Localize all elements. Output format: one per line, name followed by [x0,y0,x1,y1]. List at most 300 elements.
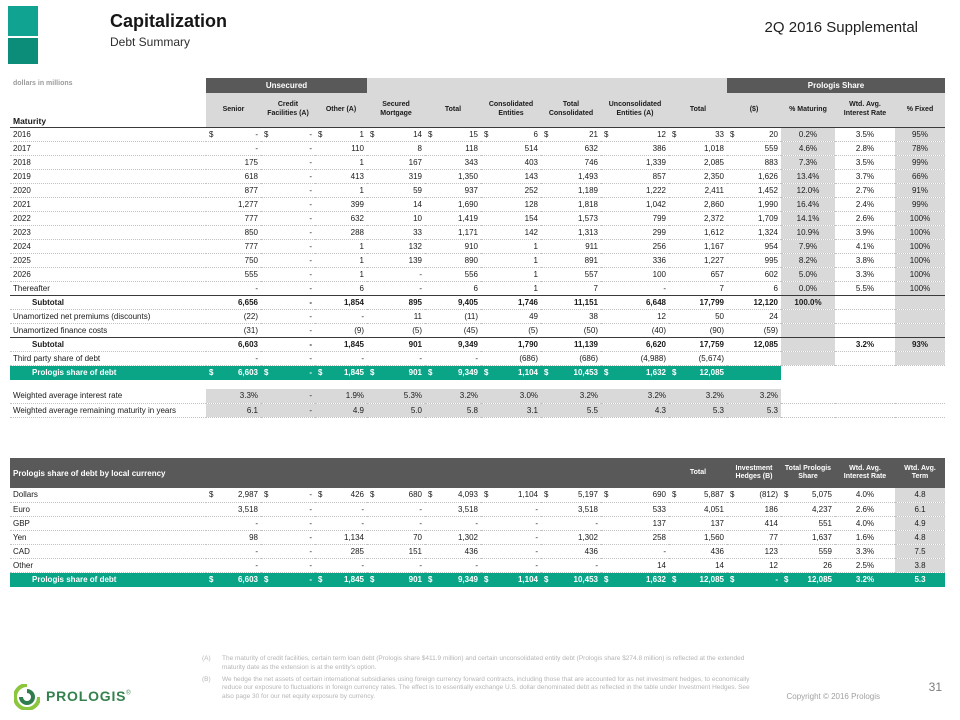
table-row [10,155,945,169]
table-cell: 3.9% [835,225,895,239]
table-cell [781,309,835,323]
table-cell: - [261,403,315,417]
table-cell: - [206,558,261,572]
table-cell: 100% [895,211,945,225]
table-cell: 1,302 [425,530,481,544]
table-cell: 4.9 [895,516,945,530]
table-cell: 6 [727,281,781,295]
column-header: Other (A) [315,93,367,127]
table-cell: 93% [895,337,945,351]
table-cell: - [601,281,669,295]
table-cell: 777 [206,239,261,253]
row-label: 2026 [10,267,206,281]
table-cell: - [206,351,261,365]
column-header: Credit Facilities (A) [261,93,315,127]
column-header: ($) [727,93,781,127]
row-label: 2024 [10,239,206,253]
table-cell: 1 [315,239,367,253]
row-label: Yen [10,530,206,544]
table-cell: 319 [367,169,425,183]
row-label: Other [10,558,206,572]
table-cell: 12,085 [727,337,781,351]
table-cell: 1 [315,183,367,197]
table-cell: $ - [261,127,315,141]
table-cell: $ 680 [367,488,425,502]
row-label: Euro [10,502,206,516]
table-cell: 3.7% [835,169,895,183]
table-cell: 7 [541,281,601,295]
table-cell: (4,988) [601,351,669,365]
table-cell: 70 [367,530,425,544]
table-cell: $ 14 [367,127,425,141]
row-label: Unamortized finance costs [10,323,206,337]
table-cell: - [315,502,367,516]
table-cell: 11,139 [541,337,601,351]
table-cell: 937 [425,183,481,197]
table-cell: - [261,323,315,337]
table-cell: 3.2% [601,389,669,403]
table-cell: 3.8% [835,253,895,267]
table-cell: $ 6,603 [206,572,261,587]
table-cell: 3.2% [835,572,895,587]
table-cell: 10 [367,211,425,225]
table-cell: 6,603 [206,337,261,351]
brand-mark-bottom-icon [8,38,38,64]
table-cell: 3.5% [835,155,895,169]
debt-summary-table [10,78,945,418]
table-cell: 2,411 [669,183,727,197]
table-cell [895,323,945,337]
table-cell: 386 [601,141,669,155]
footnote-text: The maturity of credit facilities, certain term loan debt (Prologis share $411.9 million) and certain unconsolidated entity debt (Prologis share $274.8 million) is reflected at the extended maturity date as the extension is at the entity's option. [222,655,745,671]
table-row [10,197,945,211]
table-cell: 118 [425,141,481,155]
table-cell: $ 15 [425,127,481,141]
table-cell: 436 [425,544,481,558]
table-cell: 877 [206,183,261,197]
table-cell: 657 [669,267,727,281]
column-header [541,458,601,488]
table-cell: 100% [895,267,945,281]
table-row [10,530,945,544]
table-row [10,141,945,155]
table-cell: 14 [367,197,425,211]
table-cell: 1,493 [541,169,601,183]
table-cell: 77 [727,530,781,544]
table-cell: - [261,141,315,155]
table-cell [781,365,835,380]
column-header [425,458,481,488]
column-header: Total [425,93,481,127]
table-cell: 100% [895,281,945,295]
table-cell [895,351,945,365]
row-label: 2025 [10,253,206,267]
table-cell: - [315,516,367,530]
table-cell: 1,227 [669,253,727,267]
table-cell: 256 [601,239,669,253]
table-cell: 3.3% [835,544,895,558]
table-cell: $ 20 [727,127,781,141]
table-cell: 1,277 [206,197,261,211]
table-cell: 1,419 [425,211,481,225]
table-cell: 1,339 [601,155,669,169]
table-cell: 38 [541,309,601,323]
table-cell: - [206,516,261,530]
table-cell: 1,134 [315,530,367,544]
table-cell [727,365,781,380]
local-currency-table [10,458,945,587]
table-cell: - [481,544,541,558]
table-cell: 559 [727,141,781,155]
table-cell: $ 1,104 [481,488,541,502]
table-row [10,389,945,403]
row-label: Weighted average interest rate [10,389,206,403]
table-row [10,544,945,558]
table-cell: (22) [206,309,261,323]
table-cell: (5) [367,323,425,337]
table-cell: 4.8 [895,488,945,502]
table-cell: $ 5,887 [669,488,727,502]
table-cell: - [261,267,315,281]
table-cell: $ (812) [727,488,781,502]
table-row [10,365,945,380]
table-cell: 1,222 [601,183,669,197]
table-cell: 4.0% [835,488,895,502]
table-cell: 4,051 [669,502,727,516]
table-cell: - [425,516,481,530]
table-row [10,516,945,530]
table-cell: 556 [425,267,481,281]
table-row [10,211,945,225]
footnote [202,655,750,673]
table-cell: (5) [481,323,541,337]
row-label: 2022 [10,211,206,225]
registered-mark: ® [126,690,131,697]
table-cell [895,295,945,309]
table-cell: 911 [541,239,601,253]
table-cell: $ 1,104 [481,365,541,380]
table-cell: 799 [601,211,669,225]
page-subtitle: Debt Summary [110,35,191,49]
table-cell: - [315,309,367,323]
table-cell: 50 [669,309,727,323]
table-cell: 5.3 [895,572,945,587]
copyright: Copyright © 2016 Prologis [786,692,880,701]
table-cell [727,351,781,365]
table-cell: 3,518 [541,502,601,516]
maturity-header [10,78,206,127]
table-cell: - [425,558,481,572]
table-cell: 1,573 [541,211,601,225]
table-cell: 533 [601,502,669,516]
table-cell: 1,612 [669,225,727,239]
table-cell: 2.4% [835,197,895,211]
table-cell: $ 9,349 [425,572,481,587]
table-cell: 1 [481,239,541,253]
table-cell: 299 [601,225,669,239]
table-cell: 143 [481,169,541,183]
table-cell: (50) [541,323,601,337]
table-cell: 3.2% [835,337,895,351]
table-cell: 6.1 [895,502,945,516]
table-cell: 632 [541,141,601,155]
table-cell: 3.2% [669,389,727,403]
table-cell: 850 [206,225,261,239]
table-cell [895,403,945,417]
group-header [367,78,727,93]
table-cell: 3.3% [835,267,895,281]
table-cell: - [541,558,601,572]
table-cell: (59) [727,323,781,337]
table-cell: 414 [727,516,781,530]
table-row [10,403,945,417]
table-row [10,169,945,183]
table-cell: 1,302 [541,530,601,544]
table-cell: 3.3% [206,389,261,403]
row-label: 2020 [10,183,206,197]
table-cell: $ 6 [481,127,541,141]
table-cell: 6 [425,281,481,295]
table-cell: - [601,544,669,558]
table-cell: 100% [895,239,945,253]
table-cell: 2.8% [835,141,895,155]
footnote-marker: (B) [202,675,211,683]
table-cell: $ 5,197 [541,488,601,502]
table-cell [835,389,895,403]
table-cell: 1 [315,267,367,281]
table-cell: 1,845 [315,337,367,351]
table-cell: 436 [669,544,727,558]
table-cell: 3,518 [206,502,261,516]
column-header: Wtd. Avg. Term [895,458,945,488]
table-cell: 7.5 [895,544,945,558]
table-cell: 17,759 [669,337,727,351]
table-cell: - [261,197,315,211]
row-label: Subtotal [10,337,206,351]
table-cell [835,309,895,323]
column-header: Total [669,93,727,127]
table-cell: - [206,544,261,558]
group-header: Prologis Share [727,78,945,93]
table-cell: 555 [206,267,261,281]
table-cell: - [481,530,541,544]
column-header [481,458,541,488]
table-cell: - [367,267,425,281]
table-cell: 1.9% [315,389,367,403]
table-cell: $ 6,603 [206,365,261,380]
table-cell: 1,990 [727,197,781,211]
table-cell: 2,350 [669,169,727,183]
table-cell: - [481,516,541,530]
table-cell [835,403,895,417]
table-cell: 5.5 [541,403,601,417]
table-cell: - [315,558,367,572]
table-row [10,127,945,141]
table-cell: - [261,253,315,267]
table-cell: - [261,558,315,572]
column-header: Wtd. Avg. Interest Rate [835,458,895,488]
table-row [10,183,945,197]
table-cell: - [261,169,315,183]
table-cell: 132 [367,239,425,253]
column-header: Wtd. Avg. Interest Rate [835,93,895,127]
table-cell: 0.2% [781,127,835,141]
footnote-text: We hedge the net assets of certain international subsidiaries using foreign currency forward contracts, including those that are accounted for as net investment hedges, to economically reduce our exposure to fluctuations in foreign currency rates. The effect is to essentially exchange U.S. dollar denominated debt as reflected in the table under Investment Hedges. See also page 30 for our net equity exposure by currency. [222,675,750,701]
column-header [315,458,367,488]
table-cell: - [261,544,315,558]
table-cell: 5.0% [781,267,835,281]
table-cell: 2,860 [669,197,727,211]
table-row [10,558,945,572]
column-header: Investment Hedges (B) [727,458,781,488]
table-cell: 3.1 [481,403,541,417]
table-cell [835,323,895,337]
table-cell: 1,790 [481,337,541,351]
table-cell: $ 5,075 [781,488,835,502]
table-cell: $ 10,453 [541,572,601,587]
table-cell: $ 10,453 [541,365,601,380]
table-cell: (9) [315,323,367,337]
table-cell: 1,171 [425,225,481,239]
table-cell: 167 [367,155,425,169]
row-label: Prologis share of debt [10,572,206,587]
table-cell: - [261,155,315,169]
table-cell [835,351,895,365]
table-cell: - [261,239,315,253]
table-cell: 5.3 [727,403,781,417]
table-cell: 2,085 [669,155,727,169]
table-cell: 175 [206,155,261,169]
table-cell [781,403,835,417]
table-cell: 1.6% [835,530,895,544]
table-cell: - [261,211,315,225]
table-cell [781,337,835,351]
table-cell: 17,799 [669,295,727,309]
table-cell: $ 21 [541,127,601,141]
table-row [10,267,945,281]
table-cell: - [367,516,425,530]
table-cell: 891 [541,253,601,267]
table-cell: 436 [541,544,601,558]
table-cell: 901 [367,337,425,351]
table-cell: $ 901 [367,572,425,587]
table-cell: $ 1,845 [315,572,367,587]
table-cell: 4.3 [601,403,669,417]
prologis-wordmark: PROLOGIS® [46,688,131,704]
table-cell: - [261,516,315,530]
table-cell: 252 [481,183,541,197]
table-cell: 895 [367,295,425,309]
table-cell: 1,042 [601,197,669,211]
table-cell: 995 [727,253,781,267]
table-cell: 514 [481,141,541,155]
table-cell: 16.4% [781,197,835,211]
table-cell: (45) [425,323,481,337]
table-cell: 12,120 [727,295,781,309]
table-cell: $ 12,085 [669,572,727,587]
table-cell: $ - [261,572,315,587]
table-cell: - [261,225,315,239]
table-cell: $ 9,349 [425,365,481,380]
row-label: CAD [10,544,206,558]
table-cell: 399 [315,197,367,211]
column-header [261,458,315,488]
units-label: dollars in millions [13,79,73,87]
table-cell: 910 [425,239,481,253]
table-cell: 4.1% [835,239,895,253]
table-cell: 3.0% [481,389,541,403]
table-cell: 66% [895,169,945,183]
table-cell: 1,018 [669,141,727,155]
table-cell: $ 12,085 [669,365,727,380]
table-cell: 0.0% [781,281,835,295]
table-cell: $ 426 [315,488,367,502]
table-cell: 3.5% [835,127,895,141]
table-cell: 100 [601,267,669,281]
table-cell: - [367,351,425,365]
table-cell: - [367,281,425,295]
table-cell: 6,620 [601,337,669,351]
table-cell [781,323,835,337]
table-cell: (686) [481,351,541,365]
debt-summary-section [10,78,945,418]
table-cell: 285 [315,544,367,558]
table-cell: 123 [727,544,781,558]
table-cell: - [261,337,315,351]
table-cell: 551 [781,516,835,530]
table-cell: 139 [367,253,425,267]
table-cell: - [261,309,315,323]
table-cell: - [367,502,425,516]
table-cell: - [367,558,425,572]
table-cell: 99% [895,155,945,169]
column-header: Consolidated Entities [481,93,541,127]
table-cell: 6,656 [206,295,261,309]
table-cell: 6.1 [206,403,261,417]
table-cell: - [315,351,367,365]
table-cell: 11,151 [541,295,601,309]
table-row [10,281,945,295]
table-cell [835,295,895,309]
table-cell: 100% [895,253,945,267]
table-cell: $ 2,987 [206,488,261,502]
table-cell: 4,237 [781,502,835,516]
row-label: 2017 [10,141,206,155]
table-cell: - [206,141,261,155]
table-cell: 602 [727,267,781,281]
column-header: Unconsolidated Entities (A) [601,93,669,127]
table-cell: - [261,502,315,516]
table-cell: 1 [481,267,541,281]
table-cell: 99% [895,197,945,211]
column-header: Total [669,458,727,488]
row-label: GBP [10,516,206,530]
table-cell: $ 1,632 [601,572,669,587]
table-cell: 857 [601,169,669,183]
table-cell: - [425,351,481,365]
table-cell: 890 [425,253,481,267]
table-cell: 6 [315,281,367,295]
table-cell: 883 [727,155,781,169]
table-cell: 3.2% [727,389,781,403]
table-cell: $ 901 [367,365,425,380]
table-cell: 186 [727,502,781,516]
table-cell: 12.0% [781,183,835,197]
table-cell: 14 [601,558,669,572]
column-header [206,458,261,488]
table-cell: 746 [541,155,601,169]
row-label: 2019 [10,169,206,183]
